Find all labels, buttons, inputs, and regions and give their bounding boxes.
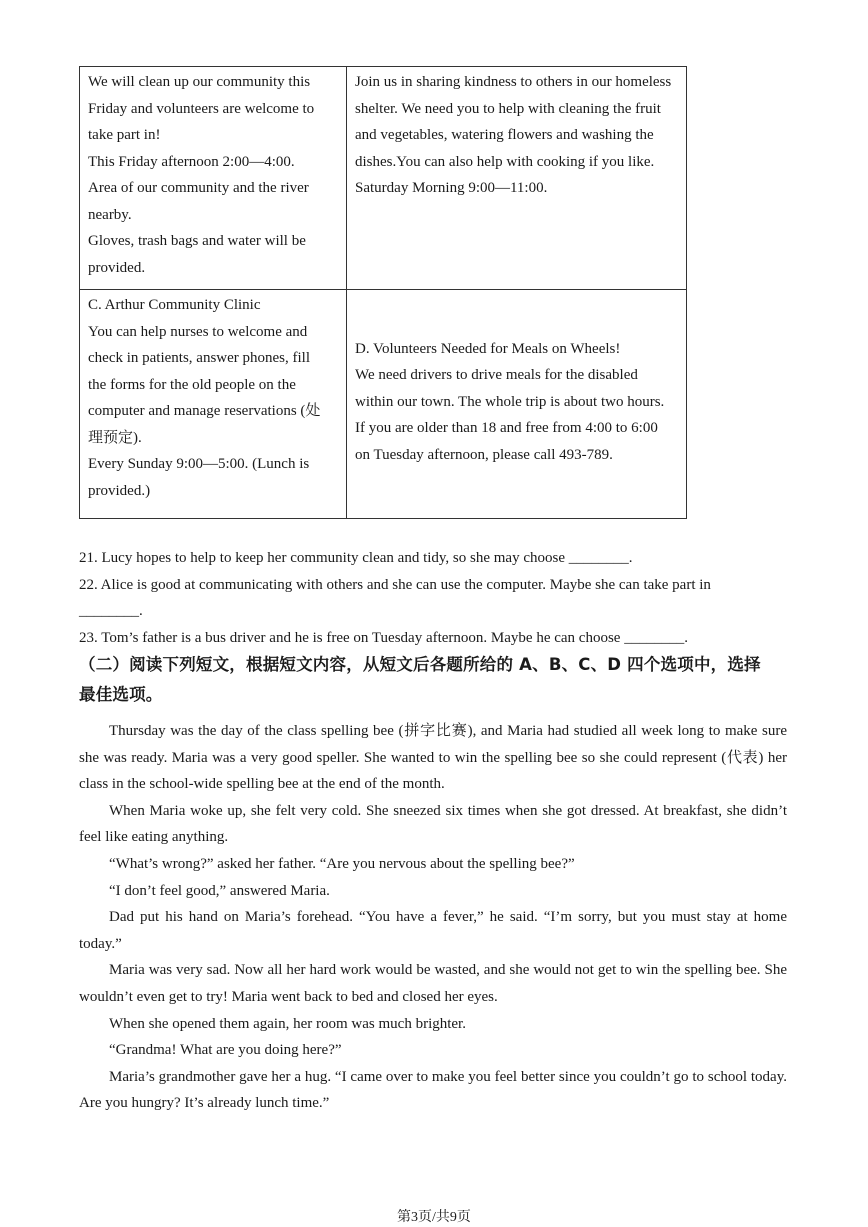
passage-paragraph: “I don’t feel good,” answered Maria. [109, 882, 330, 899]
ad-c-line: check in patients, answer phones, fill [88, 350, 311, 366]
ad-cell-b [347, 67, 687, 290]
reading-passage [79, 718, 787, 1117]
ad-a-line: provided. [88, 259, 146, 276]
ad-a-line: Gloves, trash bags and water will be [88, 233, 306, 249]
passage-paragraph: “Grandma! What are you doing here?” [109, 1042, 342, 1059]
ad-b-line: Join us in sharing kindness to others in our homeless [355, 74, 672, 90]
ad-b-line: and vegetables, watering flowers and washing the [355, 127, 654, 143]
ad-c-line: 理预定). [88, 429, 142, 446]
ad-a-line: We will clean up our community this [88, 74, 311, 90]
question-22-blank: ________. [79, 603, 143, 619]
question-21: 21. Lucy hopes to help to keep her community clean and tidy, so she may choose ________. [79, 550, 633, 566]
page-number: 第3页/共9页 [397, 1210, 471, 1225]
table-row [80, 67, 687, 290]
ad-c-line: You can help nurses to welcome and [88, 323, 308, 340]
ad-c-line: computer and manage reservations (处 [88, 403, 321, 419]
question-22: 22. Alice is good at communicating with others and she can use the computer. Maybe she can take part in [79, 576, 711, 593]
ad-a-line: Area of our community and the river [88, 180, 309, 196]
volunteer-ads-table [79, 66, 687, 519]
passage-paragraph: Dad put his hand on Maria’s forehead. “You have a fever,” he said. “I’m sorry, but you must stay at home today.” [79, 909, 787, 952]
ad-d-line: We need drivers to drive meals for the disabled [355, 367, 638, 384]
ad-c-line: the forms for the old people on the [88, 376, 296, 393]
ad-b-line: shelter. We need you to help with cleaning the fruit [355, 100, 661, 117]
section-heading [79, 650, 799, 710]
ad-b-line: Saturday Morning 9:00—11:00. [355, 180, 548, 196]
passage-paragraph: Thursday was the day of the class spelling bee (拼字比赛), and Maria had studied all week long to make sure she was ready. Maria was a very good speller. She wanted to win the spelling bee so she could represent (代表) her class in the school-wide spelling bee at the end of the month. [79, 723, 787, 793]
ad-d-line: on Tuesday afternoon, please call 493-789. [355, 446, 613, 463]
ad-d-line: If you are older than 18 and free from 4:00 to 6:00 [355, 420, 658, 437]
ad-a-line: take part in! [88, 127, 161, 143]
passage-paragraph: Maria’s grandmother gave her a hug. “I came over to make you feel better since you couldn’t go to school today. Are you hungry? It’s already lunch time.” [79, 1068, 787, 1112]
question-list [79, 545, 799, 651]
question-23: 23. Tom’s father is a bus driver and he is free on Tuesday afternoon. Maybe he can choose ________. [79, 629, 688, 646]
ad-b-line: dishes.You can also help with cooking if you like. [355, 153, 655, 170]
table-row [80, 290, 687, 519]
ad-c-line: Every Sunday 9:00—5:00. (Lunch is [88, 456, 310, 472]
ad-a-line: nearby. [88, 206, 132, 223]
ad-cell-a [80, 67, 347, 290]
passage-paragraph: Maria was very sad. Now all her hard work would be wasted, and she would not get to win the spelling bee. She wouldn’t even get to try! Maria went back to bed and closed her eyes. [79, 962, 787, 1005]
ad-a-line: This Friday afternoon 2:00—4:00. [88, 153, 295, 170]
ad-d-title: D. Volunteers Needed for Meals on Wheels! [355, 340, 621, 357]
ad-cell-c [80, 290, 347, 519]
ad-a-line: Friday and volunteers are welcome to [88, 100, 315, 117]
passage-paragraph: When she opened them again, her room was much brighter. [109, 1015, 466, 1032]
passage-paragraph: When Maria woke up, she felt very cold. She sneezed six times when she got dressed. At breakfast, she didn’t feel like eating anything. [79, 802, 787, 846]
ad-c-line: provided.) [88, 482, 151, 499]
section-heading-line: （二）阅读下列短文，根据短文内容，从短文后各题所给的 A、B、C、D 四个选项中，选择 [79, 655, 761, 674]
ad-c-title: C. Arthur Community Clinic [88, 297, 261, 313]
ad-d-line: within our town. The whole trip is about two hours. [355, 393, 665, 410]
ad-cell-d [347, 290, 687, 519]
passage-paragraph: “What’s wrong?” asked her father. “Are you nervous about the spelling bee?” [109, 855, 575, 872]
section-heading-line: 最佳选项。 [79, 685, 163, 704]
